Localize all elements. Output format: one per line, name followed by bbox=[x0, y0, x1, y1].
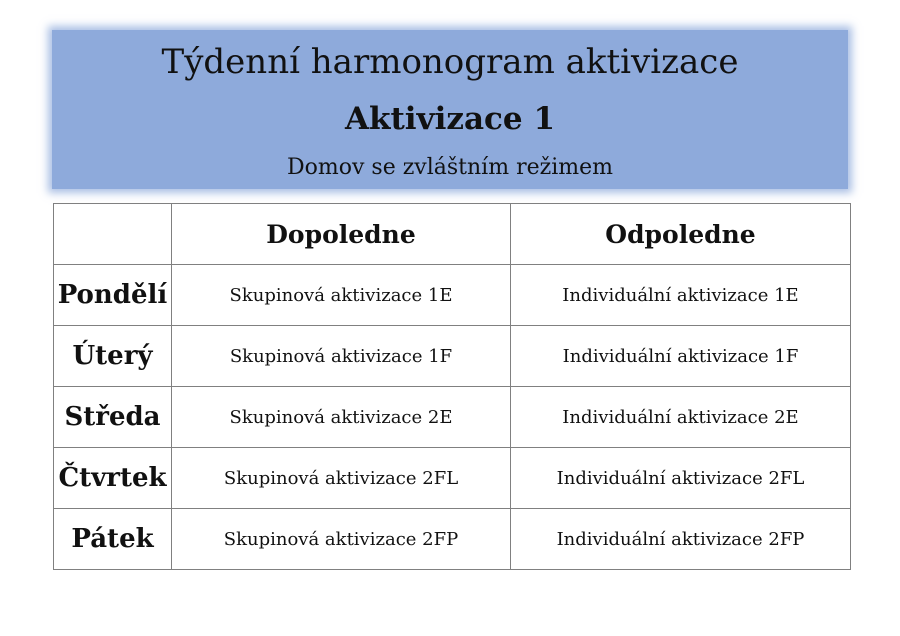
morning-activity: Skupinová aktivizace 2FL bbox=[172, 448, 511, 509]
header-banner bbox=[52, 30, 848, 189]
page-subtitle: Aktivizace 1 bbox=[344, 101, 556, 137]
day-label: Čtvrtek bbox=[54, 448, 172, 509]
day-label: Pátek bbox=[54, 509, 172, 570]
morning-activity: Skupinová aktivizace 2FP bbox=[172, 509, 511, 570]
table-row bbox=[54, 448, 851, 509]
schedule-table bbox=[53, 203, 851, 570]
day-label: Úterý bbox=[54, 326, 172, 387]
afternoon-activity: Individuální aktivizace 1E bbox=[511, 265, 851, 326]
corner-cell bbox=[54, 204, 172, 265]
table-row bbox=[54, 326, 851, 387]
column-header-afternoon: Odpoledne bbox=[511, 204, 851, 265]
morning-activity: Skupinová aktivizace 2E bbox=[172, 387, 511, 448]
afternoon-activity: Individuální aktivizace 2E bbox=[511, 387, 851, 448]
table-row bbox=[54, 265, 851, 326]
day-label: Středa bbox=[54, 387, 172, 448]
morning-activity: Skupinová aktivizace 1F bbox=[172, 326, 511, 387]
afternoon-activity: Individuální aktivizace 2FP bbox=[511, 509, 851, 570]
table-row bbox=[54, 387, 851, 448]
afternoon-activity: Individuální aktivizace 2FL bbox=[511, 448, 851, 509]
day-label: Pondělí bbox=[54, 265, 172, 326]
table-row bbox=[54, 509, 851, 570]
table-header-row bbox=[54, 204, 851, 265]
afternoon-activity: Individuální aktivizace 1F bbox=[511, 326, 851, 387]
facility-name: Domov se zvláštním režimem bbox=[287, 155, 613, 180]
page-title: Týdenní harmonogram aktivizace bbox=[161, 42, 739, 82]
morning-activity: Skupinová aktivizace 1E bbox=[172, 265, 511, 326]
column-header-morning: Dopoledne bbox=[172, 204, 511, 265]
